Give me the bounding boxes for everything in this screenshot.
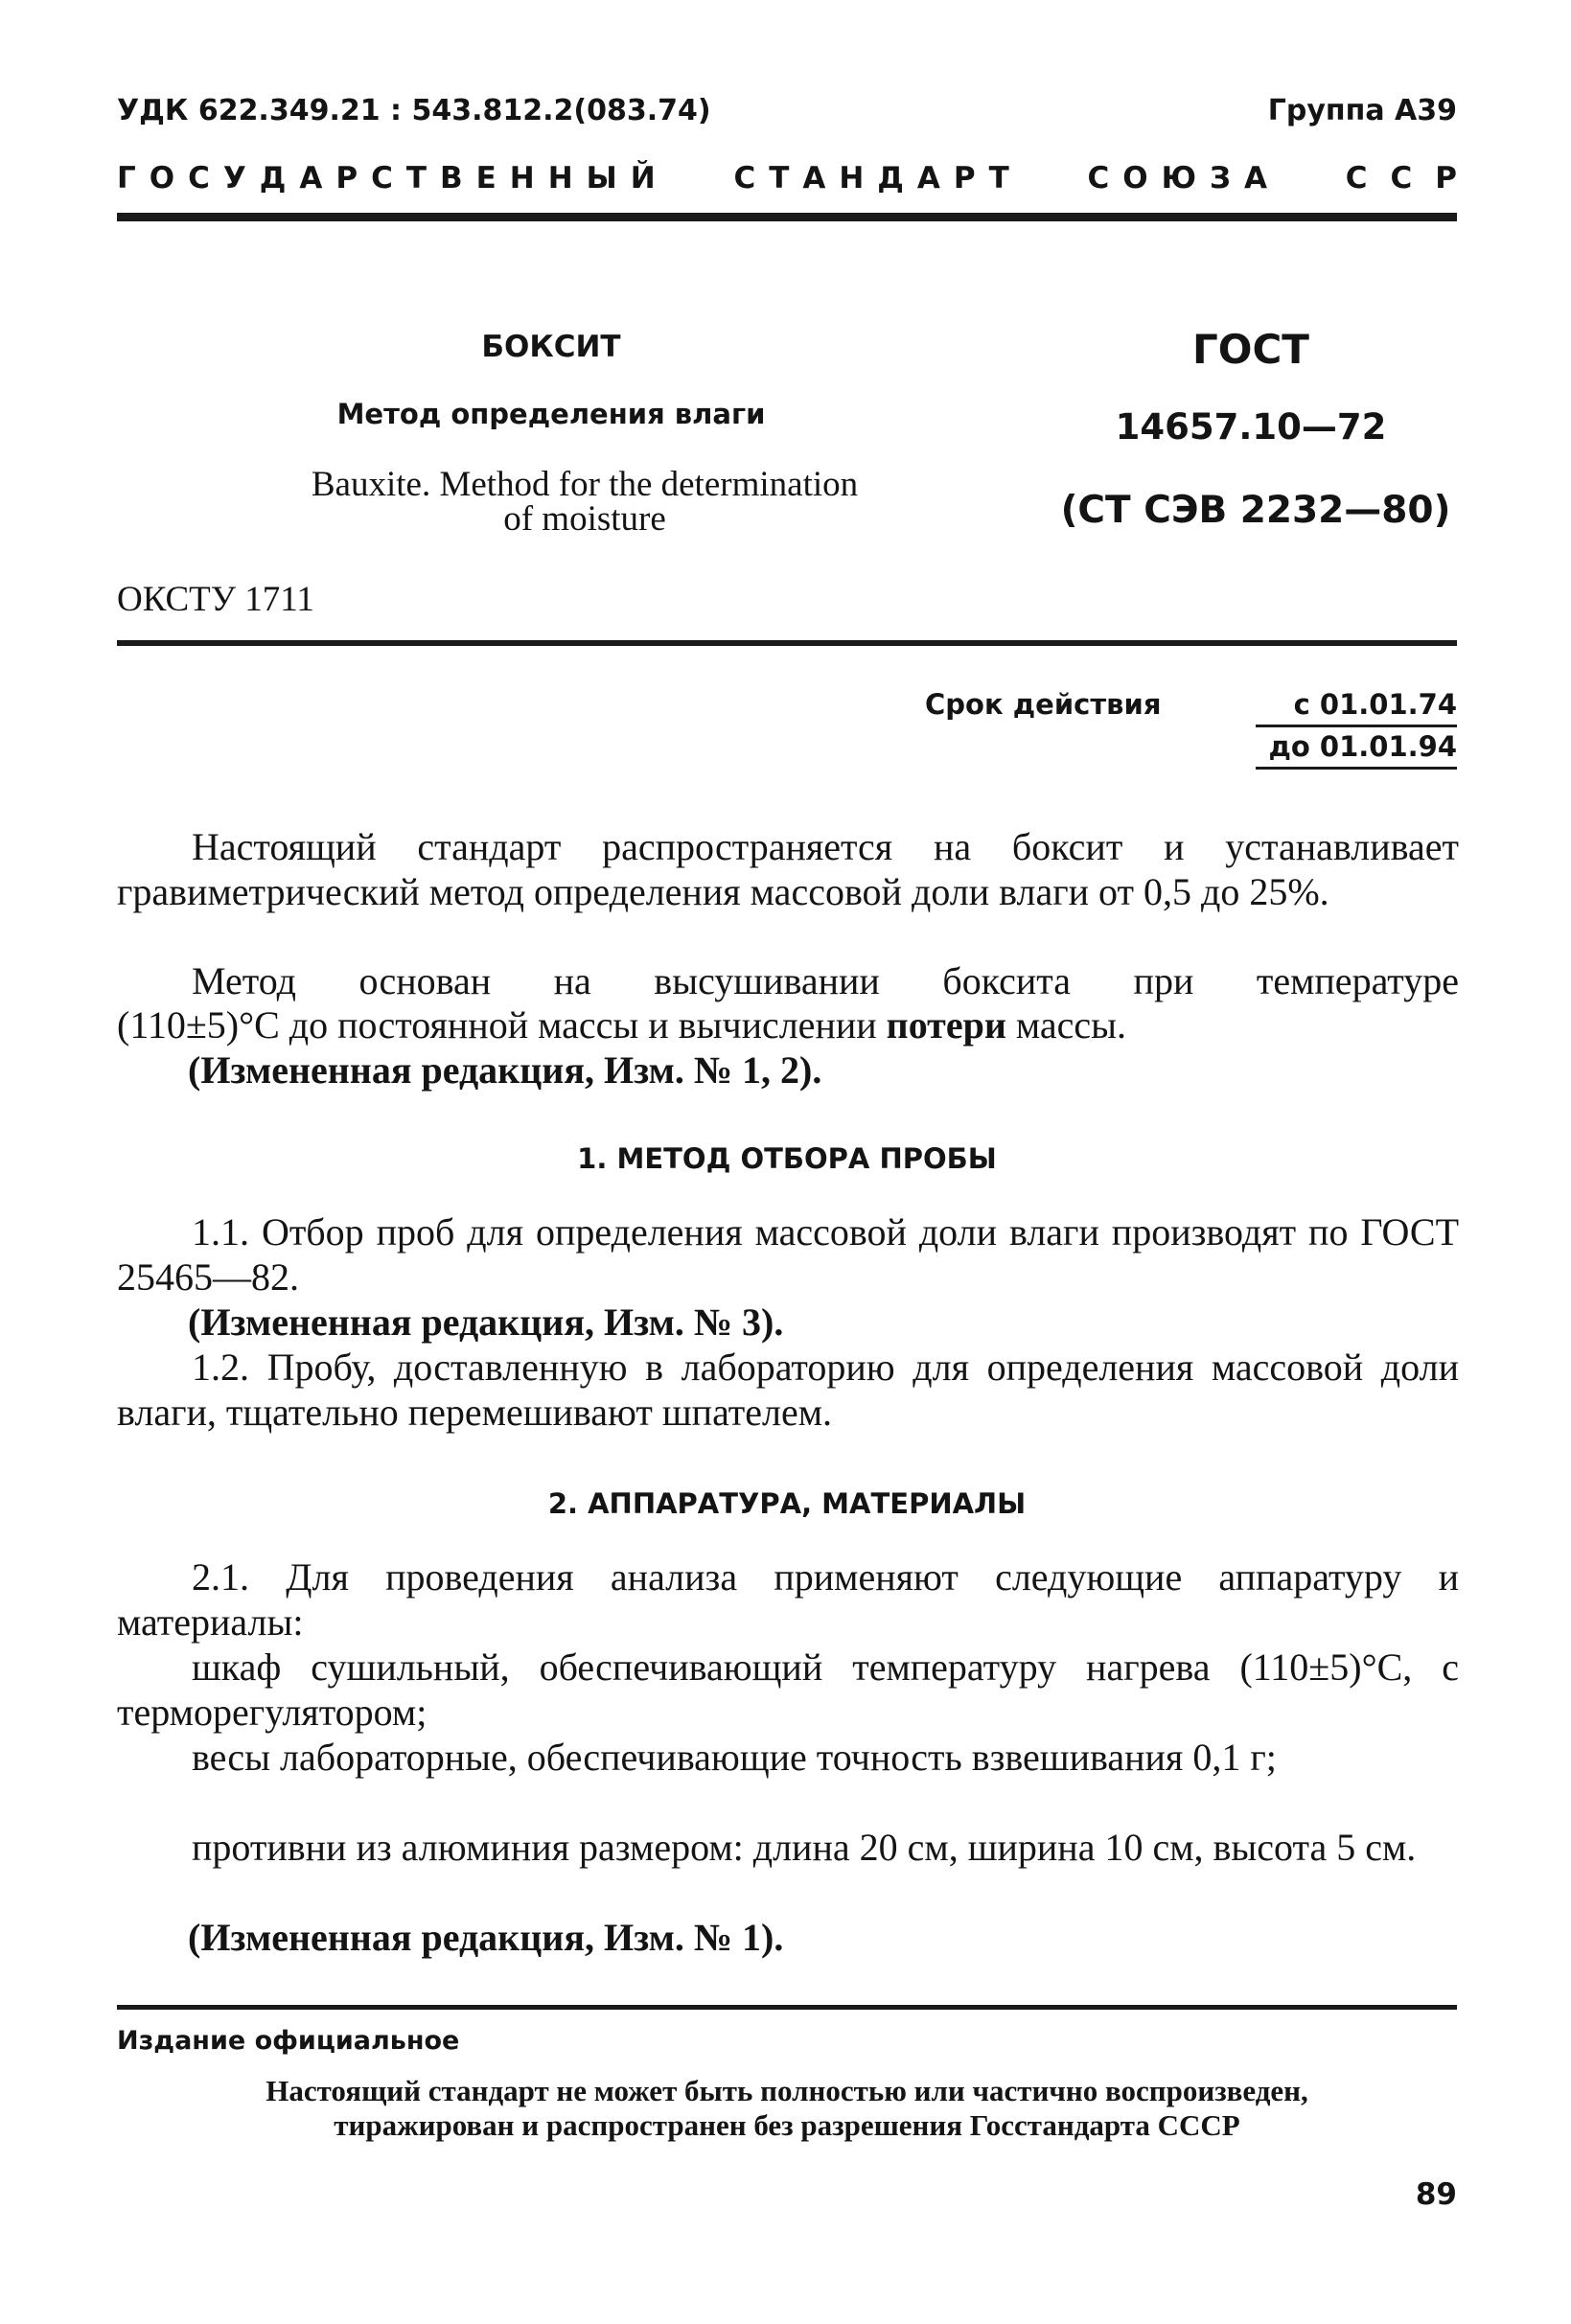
intro-paragraph: Настоящий стандарт распространяется на боксит и устанавливает гравиметрический метод определения массовой доли влаги от 0,5 до 25%.	[117, 825, 1459, 913]
validity-to: до 01.01.94	[1268, 730, 1457, 763]
reproduction-notice-line-2: тиражирован и распространен без разрешения Госстандарта СССР	[334, 2108, 1240, 2142]
group-code: Группа А39	[1267, 94, 1457, 127]
validity-label: Срок действия	[925, 688, 1162, 721]
clause-1-1: 1.1. Отбор проб для определения массовой доли влаги производят по ГОСТ 25465—82.	[117, 1210, 1459, 1299]
udk-code: УДК 622.349.21 : 543.812.2(083.74)	[117, 94, 711, 127]
footer-rule	[117, 2005, 1457, 2010]
title-block-rule	[117, 640, 1457, 646]
banner-word-4: ССР	[1345, 161, 1480, 196]
banner-word-3: СОЮЗА	[1087, 161, 1282, 196]
banner-word-2: СТАНДАРТ	[733, 161, 1023, 196]
page-number: 89	[1415, 2177, 1457, 2212]
state-standard-banner	[117, 161, 1480, 196]
validity-from: с 01.01.74	[1293, 688, 1457, 721]
method-basis-text-bold: потери	[886, 1003, 1006, 1047]
section-1-heading: 1. МЕТОД ОТБОРА ПРОБЫ	[577, 1142, 997, 1175]
method-basis-text-c: массы.	[1005, 1003, 1127, 1047]
equipment-item-trays: противни из алюминия размером: длина 20 см, ширина 10 см, высота 5 см.	[192, 1826, 1417, 1869]
validity-underline	[1256, 767, 1457, 770]
method-basis-line-2	[117, 1002, 1459, 1047]
clause-2-1-amendment: (Измененная редакция, Изм. № 1).	[188, 1916, 784, 1959]
gost-label: ГОСТ	[1192, 326, 1309, 373]
equipment-item-scales: весы лабораторные, обеспечивающие точность взвешивания 0,1 г;	[192, 1736, 1277, 1779]
banner-word-1: ГОСУДАРСТВЕННЫЙ	[117, 161, 669, 196]
section-2-heading: 2. АППАРАТУРА, МАТЕРИАЛЫ	[547, 1487, 1027, 1520]
validity-divider	[1256, 725, 1457, 727]
clause-1-1-amendment: (Измененная редакция, Изм. № 3).	[188, 1300, 784, 1344]
official-edition-label: Издание официальное	[117, 2026, 460, 2056]
method-basis-text-a: (110±5)°С до постоянной массы и вычислении	[117, 1003, 887, 1047]
reproduction-notice-line-1: Настоящий стандарт не может быть полностью или частично воспроизведен,	[266, 2074, 1308, 2107]
document-subtitle: Метод определения влаги	[336, 398, 766, 430]
gost-number: 14657.10—72	[1115, 406, 1387, 448]
header-thick-rule	[117, 213, 1457, 221]
english-title-line-2: of moisture	[503, 499, 666, 539]
clause-2-1: 2.1. Для проведения анализа применяют следующие аппаратуру и материалы:	[117, 1555, 1459, 1644]
okstu-code: ОКСТУ 1711	[117, 580, 314, 619]
st-sev-number: (СТ СЭВ 2232—80)	[1060, 489, 1451, 532]
document-title: БОКСИТ	[481, 330, 621, 364]
clause-1-2: 1.2. Пробу, доставленную в лабораторию для определения массовой доли влаги, тщательно перемешивают шпателем.	[117, 1346, 1459, 1434]
english-title-line-1: Bauxite. Method for the determination	[311, 465, 859, 504]
method-basis-line-1: Метод основан на высушивании боксита при температуре	[192, 959, 1459, 1002]
equipment-item-drying-oven: шкаф сушильный, обеспечивающий температуру нагрева (110±5)°С, с терморегулятором;	[117, 1645, 1459, 1734]
intro-amendment: (Измененная редакция, Изм. № 1, 2).	[188, 1048, 822, 1092]
